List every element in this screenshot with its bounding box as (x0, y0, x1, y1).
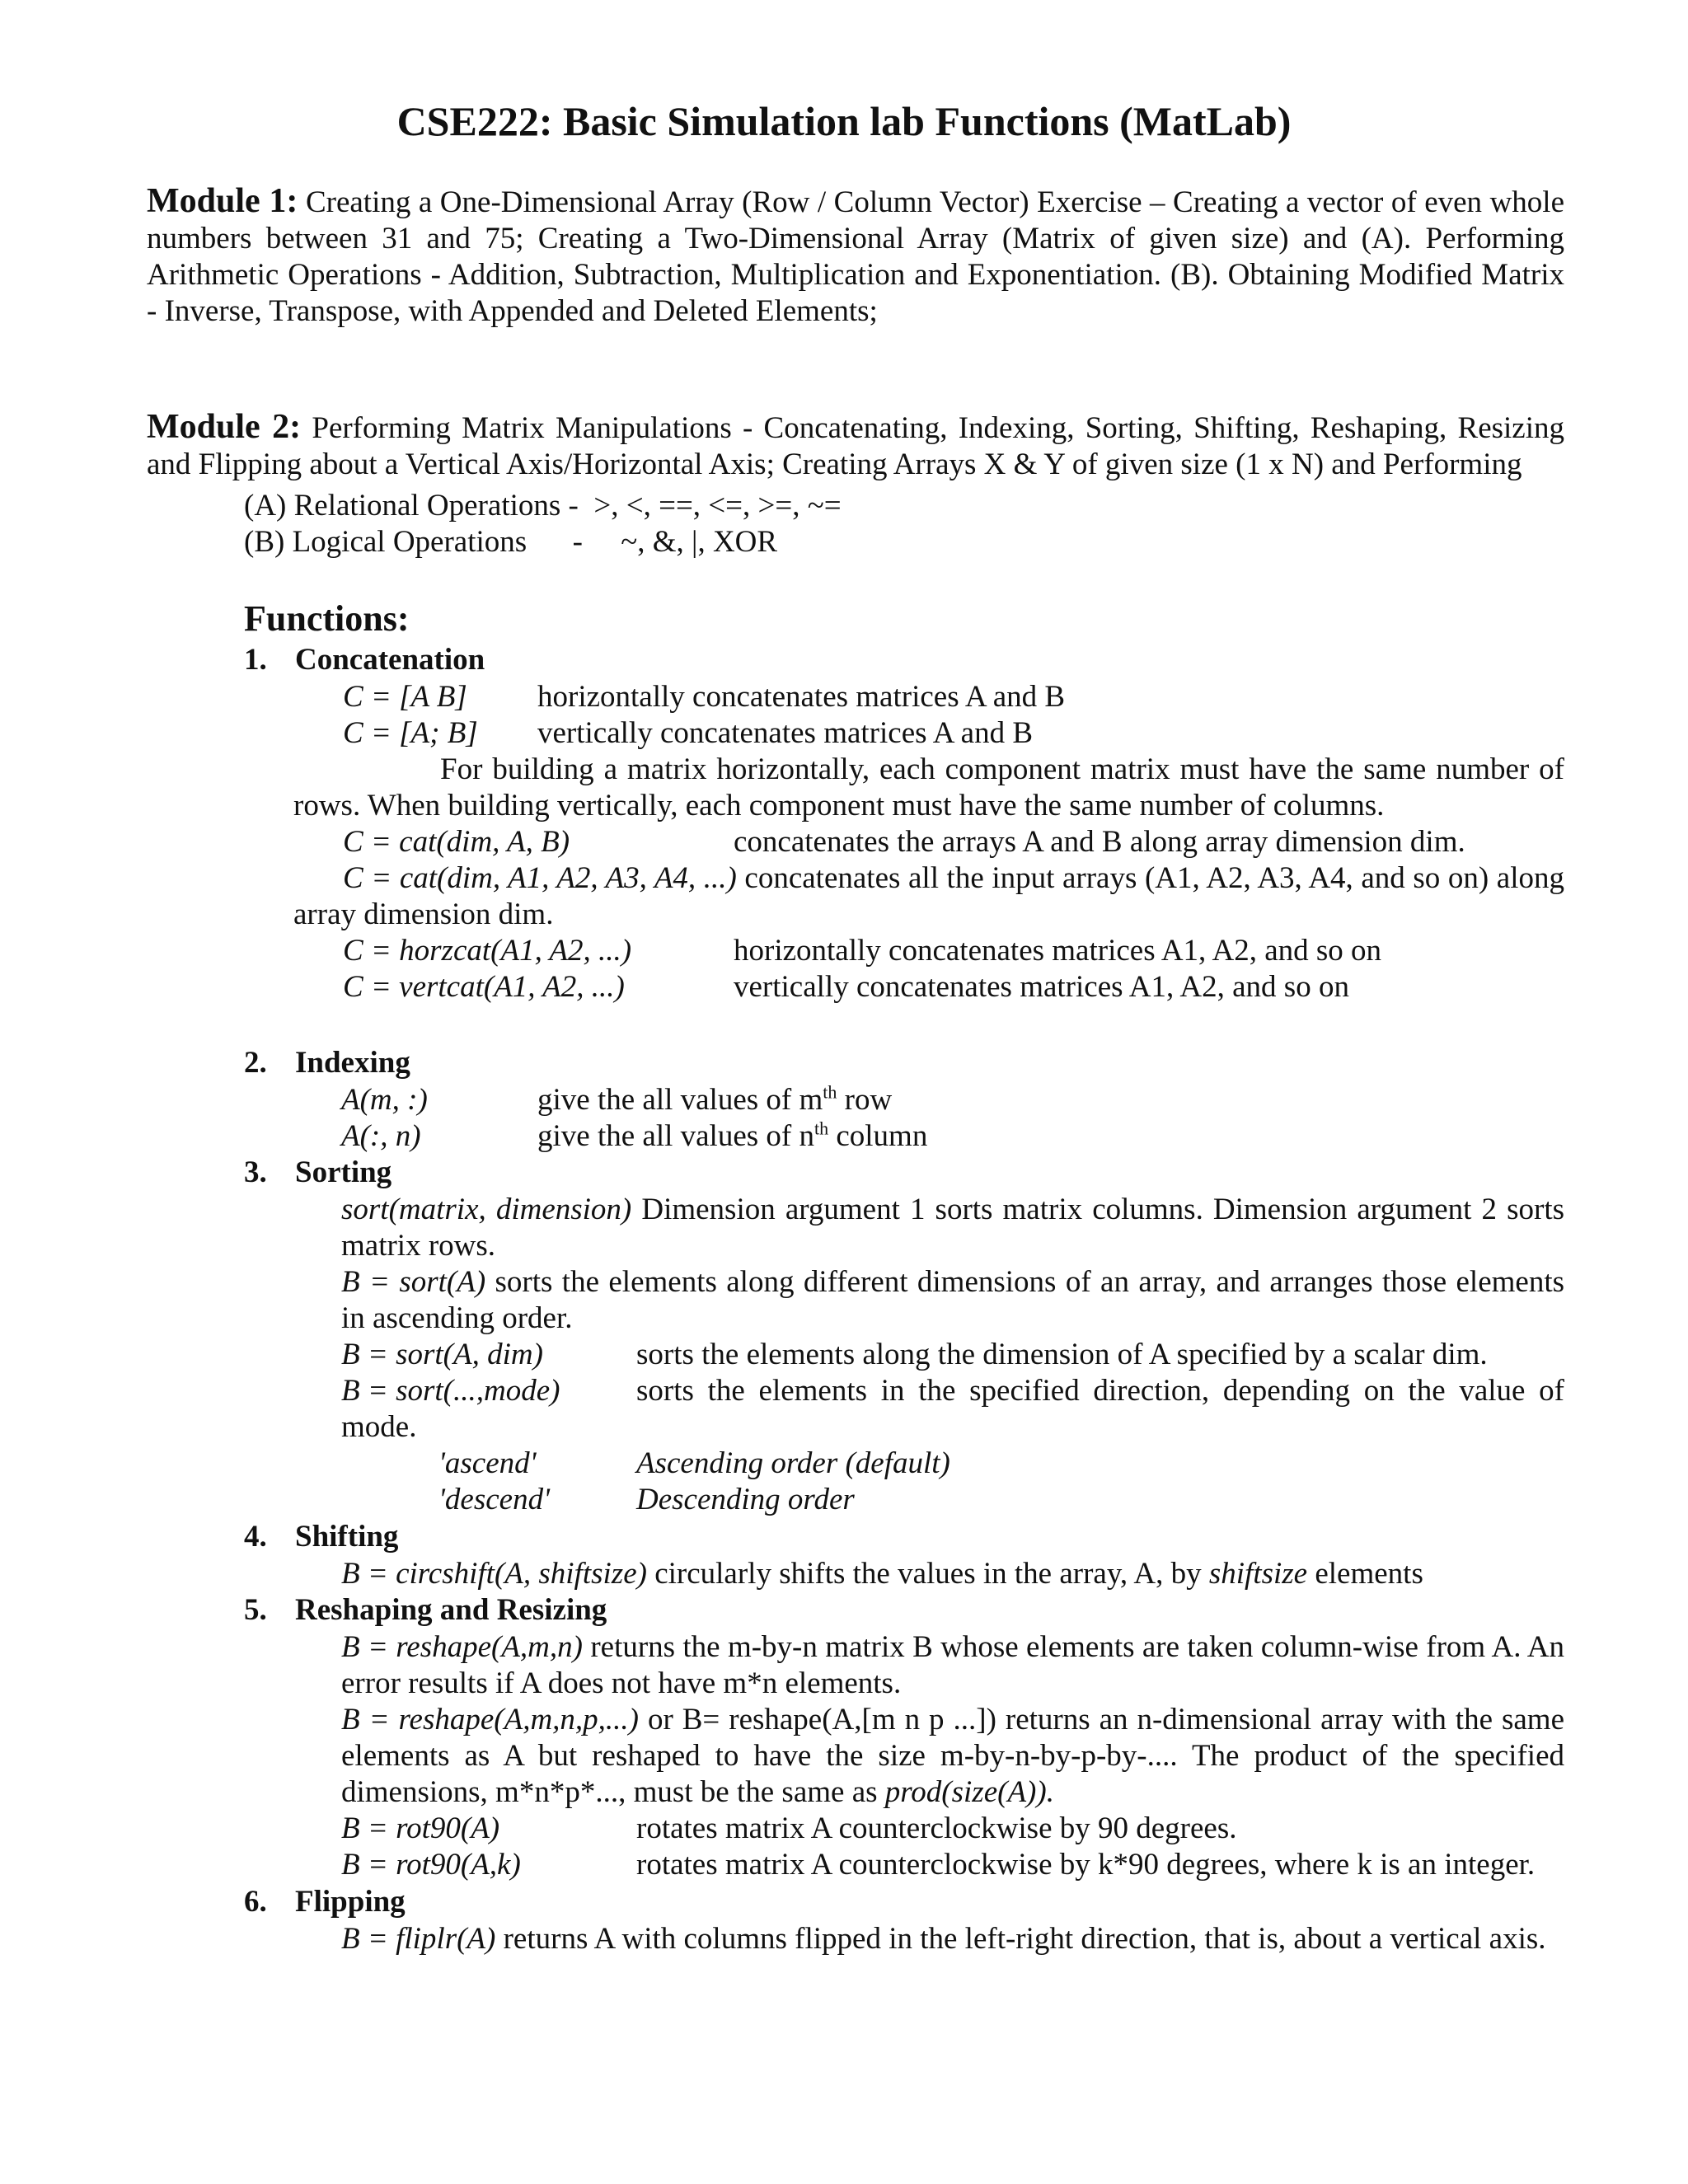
function-syntax: sort(matrix, dimension) (341, 1193, 632, 1226)
function-syntax: B = reshape(A,m,n,p,...) (341, 1703, 639, 1736)
module-2-label: Module 2: (147, 408, 302, 446)
function-description: sorts the elements along different dimensions of an array, and arranges those elements in ascending order. (341, 1265, 1564, 1335)
function-description: elements (1307, 1557, 1423, 1591)
function-entry (341, 1556, 1423, 1591)
mode-value: 'ascend' (438, 1446, 537, 1480)
function-syntax: A(:, n) (341, 1119, 421, 1153)
function-syntax: B = sort(A, dim) (341, 1338, 543, 1371)
page-title: CSE222: Basic Simulation lab Functions (MatLab) (396, 98, 1292, 144)
function-syntax: B = reshape(A,m,n) (341, 1630, 583, 1664)
section-shifting (244, 1519, 398, 1554)
section-number: 3. (244, 1155, 267, 1189)
mode-description: Ascending order (default) (636, 1446, 950, 1480)
function-description: sorts the elements in the specified direction, depending on the value of mode. (341, 1374, 1564, 1444)
function-entry (341, 1629, 1564, 1702)
section-number: 6. (244, 1885, 267, 1919)
function-description: returns A with columns flipped in the left-right direction, that is, about a vertical axis. (495, 1922, 1546, 1956)
module-1-text: Creating a One-Dimensional Array (Row / Column Vector) Exercise – Creating a vector of even whole numbers between 31 and 75; Creating a Two-Dimensional Array (Matrix of given size) and (A). Performing Arithmetic Operations - Addition, Subtraction, Multiplication and Exponentiation. (B). Obtaining Modified Matrix - Inverse, Transpose, with Appended and Deleted Elements; (147, 185, 1564, 328)
section-number: 2. (244, 1046, 267, 1080)
function-syntax: B = fliplr(A) (341, 1922, 496, 1956)
section-number: 1. (244, 643, 267, 677)
function-syntax: A(m, :) (341, 1083, 428, 1117)
section-flipping (244, 1884, 406, 1919)
description-text: give the all values of m (537, 1083, 823, 1117)
function-syntax: B = rot90(A,k) (341, 1848, 521, 1882)
section-title: Indexing (295, 1046, 410, 1080)
function-description (537, 1082, 892, 1118)
superscript: th (823, 1081, 837, 1103)
section-title: Reshaping and Resizing (295, 1593, 607, 1627)
function-syntax: C = vertcat(A1, A2, ...) (343, 970, 625, 1004)
function-syntax: B = sort(...,mode) (341, 1374, 560, 1408)
function-syntax: C = cat(dim, A, B) (343, 825, 570, 859)
function-description: horizontally concatenates matrices A and B (537, 680, 1066, 714)
function-description: rotates matrix A counterclockwise by 90 degrees. (636, 1811, 1237, 1845)
function-syntax: C = [A B] (343, 680, 467, 714)
function-description: circularly shifts the values in the array, A, by (646, 1557, 1209, 1591)
section-title: Shifting (295, 1520, 399, 1554)
mode-value: 'descend' (438, 1483, 550, 1516)
module-1-label: Module 1: (147, 182, 298, 220)
function-description: horizontally concatenates matrices A1, A2, and so on (734, 934, 1382, 968)
function-description: concatenates the arrays A and B along array dimension dim. (734, 825, 1465, 859)
function-syntax: C = [A; B] (343, 716, 478, 750)
logical-operations: (B) Logical Operations - ~, &, |, XOR (244, 525, 778, 559)
superscript: th (814, 1118, 829, 1139)
function-syntax: B = sort(A) (341, 1265, 486, 1299)
function-description: rotates matrix A counterclockwise by k*90 degrees, where k is an integer. (636, 1848, 1536, 1882)
mode-description: Descending order (636, 1483, 855, 1516)
section-number: 4. (244, 1520, 267, 1554)
function-syntax: B = rot90(A) (341, 1811, 500, 1845)
section-title: Flipping (295, 1885, 406, 1919)
function-entry (341, 1921, 1564, 1957)
function-entry (341, 1192, 1564, 1264)
function-description: vertically concatenates matrices A and B (537, 716, 1034, 750)
module-2-paragraph (147, 409, 1564, 483)
description-text: column (828, 1119, 928, 1153)
function-syntax: B = circshift(A, shiftsize) (341, 1557, 647, 1591)
function-description: sorts the elements along the dimension of A specified by a scalar dim. (636, 1338, 1488, 1371)
section-title: Sorting (295, 1155, 392, 1189)
functions-heading: Functions: (244, 598, 410, 639)
function-syntax: C = horzcat(A1, A2, ...) (343, 934, 632, 968)
concatenation-note: For building a matrix horizontally, each component matrix must have the same number of rows. When building vertically, each component must have the same number of columns. (293, 752, 1564, 823)
function-description: or B= reshape(A,[m n p ...]) returns an n-dimensional array with the same elements as A but reshaped to have the size m-by-n-by-p-by-.... The product of the specified dimensions, m*n*p*..., must be the same as (341, 1703, 1564, 1809)
function-description: Dimension argument 1 sorts matrix columns. Dimension argument 2 sorts matrix rows. (341, 1193, 1564, 1263)
function-description: returns the m-by-n matrix B whose elements are taken column-wise from A. An error results if A does not have m*n elements. (341, 1630, 1564, 1700)
function-reference: prod(size(A)). (884, 1775, 1054, 1809)
description-text: give the all values of n (537, 1119, 814, 1153)
section-indexing (244, 1045, 410, 1080)
section-number: 5. (244, 1593, 267, 1627)
section-reshaping (244, 1592, 607, 1628)
section-concatenation (244, 642, 485, 677)
function-entry (293, 860, 1564, 933)
function-description: vertically concatenates matrices A1, A2, and so on (734, 970, 1349, 1004)
function-entry (341, 1702, 1564, 1811)
function-argument: shiftsize (1208, 1557, 1308, 1591)
description-text: row (837, 1083, 893, 1117)
section-sorting (244, 1155, 392, 1190)
function-description: concatenates all the input arrays (A1, A2, A3, A4, and so on) along array dimension dim. (293, 861, 1564, 931)
function-description (537, 1118, 927, 1154)
function-syntax: C = cat(dim, A1, A2, A3, A4, ...) (343, 861, 737, 895)
function-entry (341, 1264, 1564, 1337)
section-title: Concatenation (295, 643, 485, 677)
module-2-text: Performing Matrix Manipulations - Concatenating, Indexing, Sorting, Shifting, Reshaping, Resizing and Flipping about a Vertical Axis/Horizontal Axis; Creating Arrays X & Y of given size (1 x N) and Performing (147, 411, 1565, 481)
module-1-paragraph (147, 183, 1564, 330)
relational-operations: (A) Relational Operations - >, <, ==, <=, >=, ~= (244, 489, 842, 523)
